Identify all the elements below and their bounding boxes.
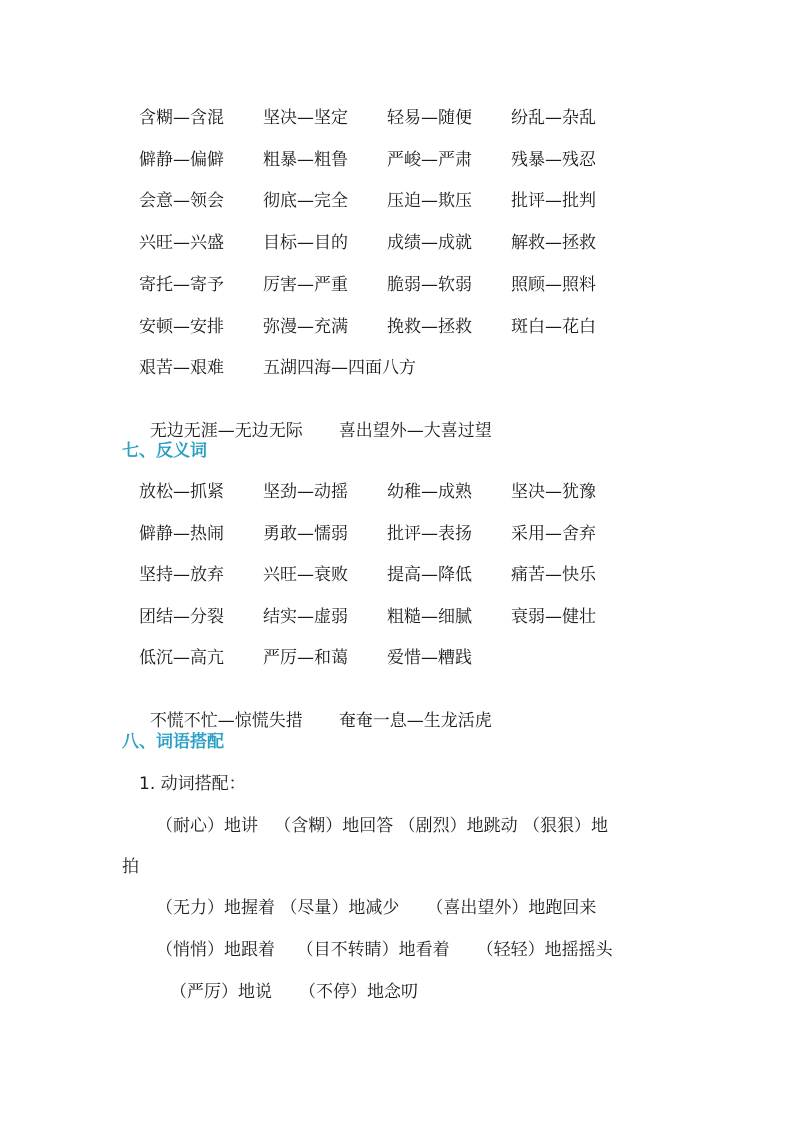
word-pair: 批评—表扬 <box>387 523 472 544</box>
word-pair: 斑白—花白 <box>511 316 596 337</box>
word-pair: 兴旺—衰败 <box>263 565 348 585</box>
word-pair: 严厉—和蔼 <box>263 648 348 668</box>
word-pair: 勇敢—懦弱 <box>263 523 348 544</box>
word-row <box>139 107 635 129</box>
collocation-line-wrap: 拍 <box>122 857 139 877</box>
word-pair: 低沉—高亢 <box>139 648 224 668</box>
collocation-line: （严厉）地说 （不停）地念叨 <box>170 982 419 1002</box>
word-pair: 彻底—完全 <box>263 191 348 212</box>
word-pair: 残暴—残忍 <box>511 149 596 170</box>
word-pair: 轻易—随便 <box>387 108 472 128</box>
word-pair: 坚决—坚定 <box>263 108 348 128</box>
word-pair: 坚决—犹豫 <box>511 482 596 502</box>
word-pair: 团结—分裂 <box>139 606 224 627</box>
word-pair: 爱惜—糟践 <box>387 648 472 668</box>
word-pair: 纷乱—杂乱 <box>511 108 596 128</box>
subsection-title: 1. 动词搭配： <box>139 774 246 794</box>
collocation-line: （悄悄）地跟着 （目不转睛）地看着 （轻轻）地摇摇头 <box>156 940 613 960</box>
word-pair: 严峻—严肃 <box>387 149 472 170</box>
word-pair: 无边无涯—无边无际 <box>149 421 303 441</box>
word-pair: 僻静—热闹 <box>139 523 224 544</box>
word-pair: 放松—抓紧 <box>139 482 224 502</box>
word-pair: 僻静—偏僻 <box>139 149 224 170</box>
word-row <box>139 564 635 586</box>
word-row <box>139 606 635 628</box>
word-pair: 五湖四海—四面八方 <box>263 358 416 379</box>
word-pair: 坚劲—动摇 <box>263 482 348 502</box>
word-row <box>139 357 416 379</box>
word-pair: 脆弱—软弱 <box>387 274 472 295</box>
word-pair: 含糊—含混 <box>139 108 224 128</box>
word-pair: 结实—虚弱 <box>263 606 348 627</box>
word-pair: 寄托—寄予 <box>139 274 224 295</box>
word-pair: 挽救—拯救 <box>387 316 472 337</box>
word-pair: 艰苦—艰难 <box>139 358 224 379</box>
word-pair: 坚持—放弃 <box>139 565 224 585</box>
word-pair: 不慌不忙—惊慌失措 <box>149 711 303 731</box>
word-pair: 压迫—欺压 <box>387 191 472 212</box>
word-pair: 痛苦—快乐 <box>511 565 596 585</box>
word-pair: 粗糙—细腻 <box>387 606 472 627</box>
word-pair: 衰弱—健壮 <box>511 606 596 627</box>
word-pair: 采用—舍弃 <box>511 523 596 544</box>
word-pair: 提高—降低 <box>387 565 472 585</box>
word-pair: 弥漫—充满 <box>263 316 348 337</box>
word-pair: 喜出望外—大喜过望 <box>338 421 492 441</box>
word-pair: 成绩—成就 <box>387 233 472 254</box>
word-pair: 安顿—安排 <box>139 316 224 337</box>
section-heading-collocation: 八、词语搭配 <box>122 732 224 752</box>
antonym-long-row <box>139 688 528 732</box>
word-row <box>139 274 635 296</box>
word-row <box>139 316 635 338</box>
word-pair: 奄奄一息—生龙活虎 <box>338 711 492 731</box>
word-row <box>139 190 635 212</box>
word-pair: 兴旺—兴盛 <box>139 233 224 254</box>
word-pair: 照顾—照料 <box>511 274 596 295</box>
word-row <box>139 232 635 254</box>
word-pair: 厉害—严重 <box>263 274 348 295</box>
word-row <box>139 481 635 503</box>
word-pair: 幼稚—成熟 <box>387 482 472 502</box>
word-pair: 粗暴—粗鲁 <box>263 149 348 170</box>
word-row <box>139 647 511 669</box>
section-heading-antonyms: 七、反义词 <box>122 441 207 461</box>
collocation-line: （无力）地握着 （尽量）地减少 （喜出望外）地跑回来 <box>156 898 597 918</box>
word-pair: 会意—领会 <box>139 191 224 212</box>
word-row <box>139 523 635 545</box>
word-pair: 批评—批判 <box>511 191 596 212</box>
collocation-line: （耐心）地讲 （含糊）地回答 （剧烈）地跳动 （狠狠）地 <box>156 816 609 836</box>
word-row <box>139 149 635 171</box>
word-pair: 目标—目的 <box>263 233 348 254</box>
synonym-long-row <box>139 398 528 442</box>
word-pair: 解救—拯救 <box>511 233 596 254</box>
